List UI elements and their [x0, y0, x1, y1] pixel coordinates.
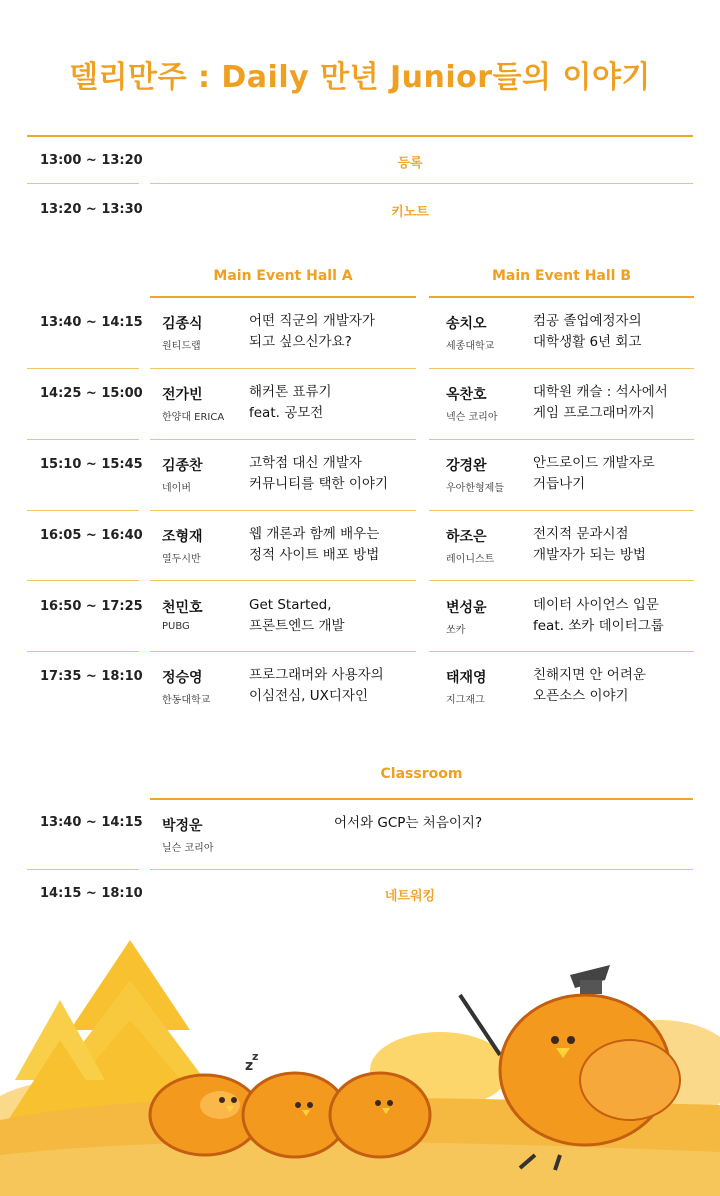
divider	[429, 651, 694, 652]
talk-title: 어떤 직군의 개발자가 되고 싶으신가요?	[249, 313, 375, 350]
speaker-name: 박정운	[162, 818, 203, 834]
talk-title: 안드로이드 개발자로 거듭나기	[533, 455, 655, 492]
talk-title: 해커톤 표류기 feat. 공모전	[249, 384, 332, 421]
time-slot: 15:10 ~ 15:45	[40, 457, 143, 472]
time-slot: 13:40 ~ 14:15	[40, 315, 143, 330]
speaker-org: 세종대학교	[446, 341, 495, 352]
divider	[27, 368, 139, 369]
talk-title: 컴공 졸업예정자의 대학생활 6년 회고	[533, 313, 642, 350]
talk-title: 데이터 사이언스 입문 feat. 쏘카 데이터그룹	[533, 597, 664, 634]
talk-title: 전지적 문과시점 개발자가 되는 방법	[533, 526, 646, 563]
divider	[150, 510, 416, 511]
speaker-org: 쏘카	[446, 625, 466, 636]
divider	[150, 580, 416, 581]
speaker-name: 옥찬호	[446, 387, 487, 403]
speaker-org: 넥슨 코리아	[446, 412, 498, 423]
autumn-illustration	[0, 920, 720, 1196]
speaker-name: 변성윤	[446, 600, 487, 616]
time-slot: 14:25 ~ 15:00	[40, 386, 143, 401]
talk-title: 친해지면 안 어려운 오픈소스 이야기	[533, 667, 646, 704]
talk-title: 웹 개론과 함께 배우는 정적 사이트 배포 방법	[249, 526, 380, 563]
divider	[27, 510, 139, 511]
divider	[150, 651, 416, 652]
speaker-org: 원티드랩	[162, 341, 201, 352]
time-slot: 13:20 ~ 13:30	[40, 202, 143, 217]
time-slot: 13:40 ~ 14:15	[40, 815, 143, 830]
talk-title: 어서와 GCP는 처음이지?	[334, 815, 483, 831]
speaker-org: 레이니스트	[446, 554, 495, 565]
speaker-name: 전가빈	[162, 387, 203, 403]
speaker-org: 열두시반	[162, 554, 201, 565]
talk-title: 프로그래머와 사용자의 이심전심, UX디자인	[249, 667, 384, 704]
page-title: 델리만주 : Daily 만년 Junior들의 이야기	[69, 60, 651, 95]
divider	[150, 869, 693, 870]
speaker-org: 우아한형제들	[446, 483, 504, 494]
speaker-org: 네이버	[162, 483, 191, 494]
speaker-name: 태재영	[446, 670, 487, 686]
time-slot: 14:15 ~ 18:10	[40, 886, 143, 901]
divider	[150, 183, 693, 184]
svg-text:z: z	[252, 1050, 259, 1063]
time-slot: 16:05 ~ 16:40	[40, 528, 143, 543]
divider	[27, 439, 139, 440]
hall-b-heading: Main Event Hall B	[491, 268, 632, 284]
divider	[429, 296, 694, 298]
time-slot: 16:50 ~ 17:25	[40, 599, 143, 614]
divider	[429, 580, 694, 581]
keynote-label: 키노트	[391, 205, 429, 220]
talk-title: 고학점 대신 개발자 커뮤니티를 택한 이야기	[249, 455, 388, 492]
time-slot: 13:00 ~ 13:20	[40, 153, 143, 168]
bird-icon	[330, 1073, 430, 1157]
divider	[27, 651, 139, 652]
hall-a-heading: Main Event Hall A	[213, 268, 353, 284]
speaker-org: 지그재그	[446, 695, 485, 706]
speaker-name: 김종찬	[162, 458, 203, 474]
talk-title: Get Started, 프론트엔드 개발	[249, 597, 345, 634]
speaker-name: 조형재	[162, 529, 203, 545]
divider	[27, 183, 139, 184]
divider	[27, 580, 139, 581]
speaker-org: PUBG	[162, 621, 190, 632]
svg-text:z: z	[245, 1058, 254, 1074]
divider	[150, 368, 416, 369]
speaker-name: 천민호	[162, 600, 203, 616]
divider	[429, 510, 694, 511]
speaker-name: 송치오	[446, 316, 487, 332]
divider	[150, 798, 693, 800]
speaker-org: 한동대학교	[162, 695, 211, 706]
networking-label: 네트워킹	[384, 889, 436, 904]
classroom-heading: Classroom	[380, 766, 463, 782]
divider	[27, 869, 139, 870]
divider	[27, 135, 693, 137]
divider	[150, 439, 416, 440]
speaker-name: 정승영	[162, 670, 203, 686]
speaker-name: 강경완	[446, 458, 487, 474]
speaker-name: 김종식	[162, 316, 203, 332]
speaker-name: 하조은	[446, 529, 487, 545]
speaker-org: 한양대 ERICA	[162, 412, 225, 423]
divider	[429, 368, 694, 369]
divider	[429, 439, 694, 440]
talk-title: 대학원 캐슬 : 석사에서 게임 프로그래머까지	[533, 384, 668, 421]
registration-label: 등록	[397, 156, 423, 171]
speaker-org: 닐슨 코리아	[162, 843, 214, 854]
divider	[150, 296, 416, 298]
time-slot: 17:35 ~ 18:10	[40, 669, 143, 684]
